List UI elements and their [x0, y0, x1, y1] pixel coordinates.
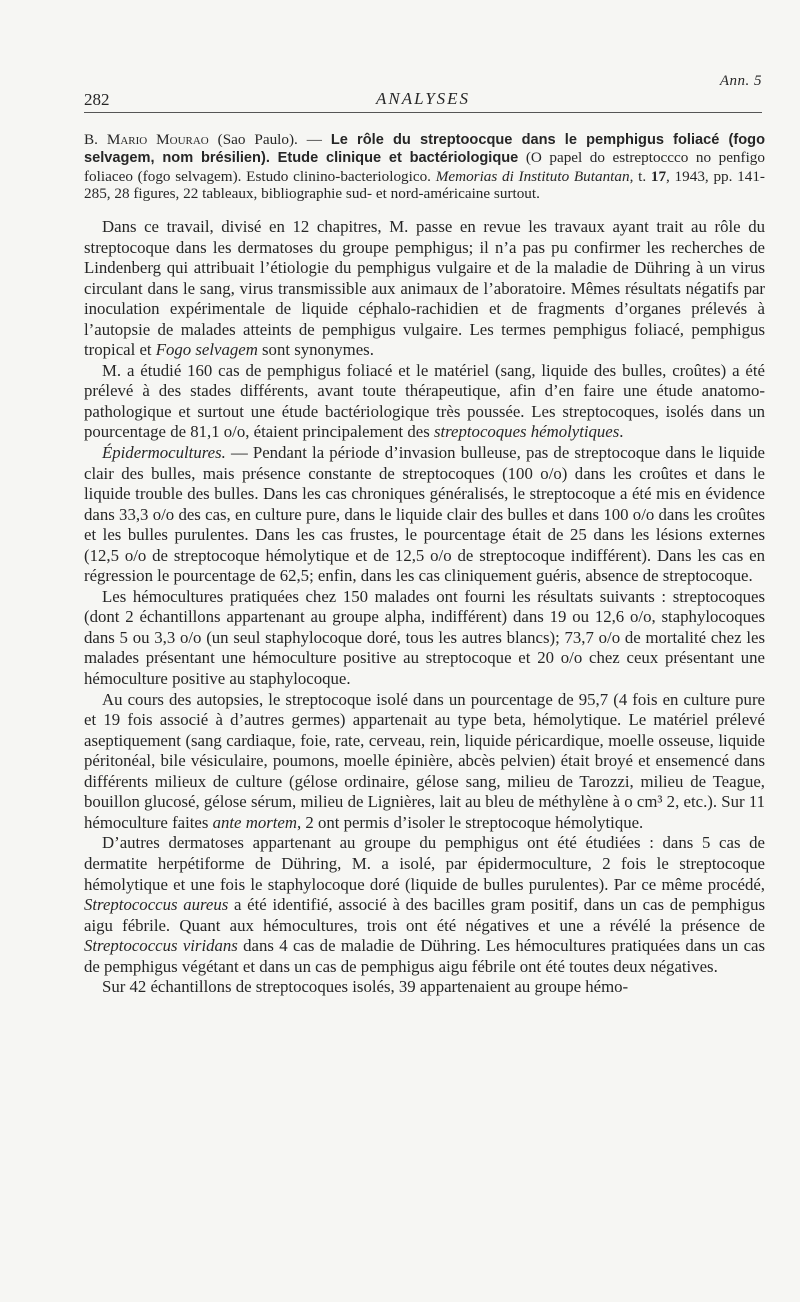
- italic-term: Épidermocultures.: [102, 443, 226, 463]
- italic-term: Streptococcus viridans: [84, 936, 238, 956]
- reference-details: (O papel do estreptoccco no penfigo foliaceo (fogo selvagem). Estudo clinino-bacteriologico.: [84, 149, 765, 185]
- author-name: B. Mario Mourao: [84, 131, 209, 148]
- text-run: Sur 42 échantillons de streptocoques isolés, 39 appartenaient au groupe hémo-: [102, 977, 629, 997]
- italic-term: streptocoques hémolytiques: [433, 422, 620, 442]
- paragraph: [84, 690, 765, 834]
- text-run: D’autres dermatoses appartenant au groupe du pemphigus ont été étudiées : dans 5 cas de dermatite herpétiforme de Dühring, M. a isolé, par épidermoculture, 2 fois le streptocoque hémolytique et une fois le staphylocoque doré (liquide de bulles purulentes). Par ce même procédé,: [84, 833, 765, 894]
- text-run: , 2 ont permis d’isoler le streptocoque hémolytique.: [296, 812, 644, 832]
- article-title: Le rôle du streptoocque dans le pemphigus foliacé (fogo selvagem, nom brésilien). Etude clinique et bactériologique: [84, 132, 765, 167]
- italic-term: Streptococcus aureus: [84, 895, 229, 915]
- paragraph: [84, 977, 765, 998]
- text-run: M. a étudié 160 cas de pemphigus foliacé et le matériel (sang, liquide des bulles, croûtes) a été prélevé à des stades différents, avant toute thérapeutique, afin d’en faire une étude anatomo-pathologique et surtout une étude bactériologique très poussée. Les streptocoques, isolés dans un pourcentage de 81,1 o/o, étaient principalement des: [84, 360, 765, 442]
- running-header: [84, 88, 762, 113]
- paragraph: [84, 587, 765, 690]
- paragraph: [84, 833, 765, 977]
- paragraph: [84, 361, 765, 443]
- section-title: ANALYSES: [375, 89, 471, 108]
- italic-term: ante mortem: [212, 812, 297, 832]
- text-run: sont synonymes.: [257, 340, 374, 360]
- text-run: .: [619, 422, 624, 442]
- text-run: — Pendant la période d’invasion bulleuse, pas de streptocoque dans le liquide clair des bulles, mais présence constante de streptocoques (100 o/o) dans les croûtes et dans le liquide trouble des bulles. Dans les cas chroniques généralisés, le streptocoque a été mis en évidence dans 33,3 o/o des cas, en culture pure, dans le liquide clair des bulles et dans 100 o/o dans les croûtes et les bulles purulentes. Dans les cas frustes, le pourcentage était de 25 dans les lésions externes (12,5 o/o de streptocoque hémolytique et de 12,5 o/o de streptocoque indifférent). Dans les cas en régression le pourcentage de 62,5; enfin, dans les cas cliniquement guéris, absence de streptocoque.: [84, 443, 765, 586]
- paragraph: [84, 217, 765, 361]
- volume-number: 17: [650, 167, 667, 185]
- article-body: [84, 217, 765, 998]
- text-run: a été identifié, associé à des bacilles gram positif, dans un cas de pemphigus aigu fébrile. Quant aux hémocultures, trois ont été négatives et une a révélé la présence de: [84, 895, 766, 935]
- reference-details: , t.: [629, 167, 651, 185]
- page-number: 282: [84, 90, 110, 109]
- text-run: dans 4 cas de maladie de Dühring. Les hémocultures pratiquées dans un cas de pemphigus végétant et dans un cas de pemphigus aigu fébrile ont été toutes deux négatives.: [84, 936, 765, 976]
- reference-details: , 1943, pp. 141-285, 28 figures, 22 tableaux, bibliographie sud- et nord-américaine surtout.: [84, 167, 765, 202]
- author-location: (Sao Paulo). —: [208, 131, 331, 148]
- text-run: Dans ce travail, divisé en 12 chapitres, M. passe en revue les travaux ayant trait au rôle du streptocoque dans les dermatoses du groupe pemphigus; il n’a pas pu confirmer les recherches de Lindenberg qui attribuait l’étiologie du pemphigus vulgaire et de la maladie de Dühring à un virus circulant dans le sang, virus transmissible aux animaux de l’aboratoire. Mêmes résultats négatifs par inoculation expérimentale de liquide céphalo-rachidien et de fragments d’organes prélevés à l’autopsie de malades atteints de pemphigus vulgaire. Les termes pemphigus foliacé, pemphigus tropical et: [84, 217, 765, 360]
- journal-name: Memorias di Instituto Butantan: [435, 167, 630, 185]
- margin-annotation: Ann. 5: [719, 73, 762, 89]
- bibliographic-reference: [84, 131, 765, 202]
- text-run: Au cours des autopsies, le streptocoque isolé dans un pourcentage de 95,7 (4 fois en culture pure et 19 fois associé à d’autres germes) appartenait au type beta, hémolytique. Le matériel prélevé aseptiquement (sang cardiaque, foie, rate, cerveau, rein, liquide péricardique, moelle osseuse, liquide péritonéal, bile vésiculaire, poumons, moelle épinière, abcès pelvien) était broyé et ensemencé dans différents milieux de culture (gélose ordinaire, gélose sang, milieu de Tarozzi, milieu de Teague, bouillon glucosé, gélose sérum, milieu de Lignières, lait au bleu de méthylène à o cm³ 2, etc.). Sur 11 hémoculture faites: [84, 689, 765, 832]
- italic-term: Fogo selvagem: [155, 340, 258, 360]
- paragraph: [84, 443, 765, 587]
- text-run: Les hémocultures pratiquées chez 150 malades ont fourni les résultats suivants : streptocoques (dont 2 échantillons appartenant au groupe alpha, indifférent) dans 19 ou 12,6 o/o, staphylocoques dans 5 ou 3,3 o/o (un seul staphylocoque doré, tous les autres blancs); 73,7 o/o de mortalité chez les malades présentant une hémoculture positive au streptocoque et 20 o/o chez ceux présentant une hémoculture positive au staphylocoque.: [84, 586, 765, 689]
